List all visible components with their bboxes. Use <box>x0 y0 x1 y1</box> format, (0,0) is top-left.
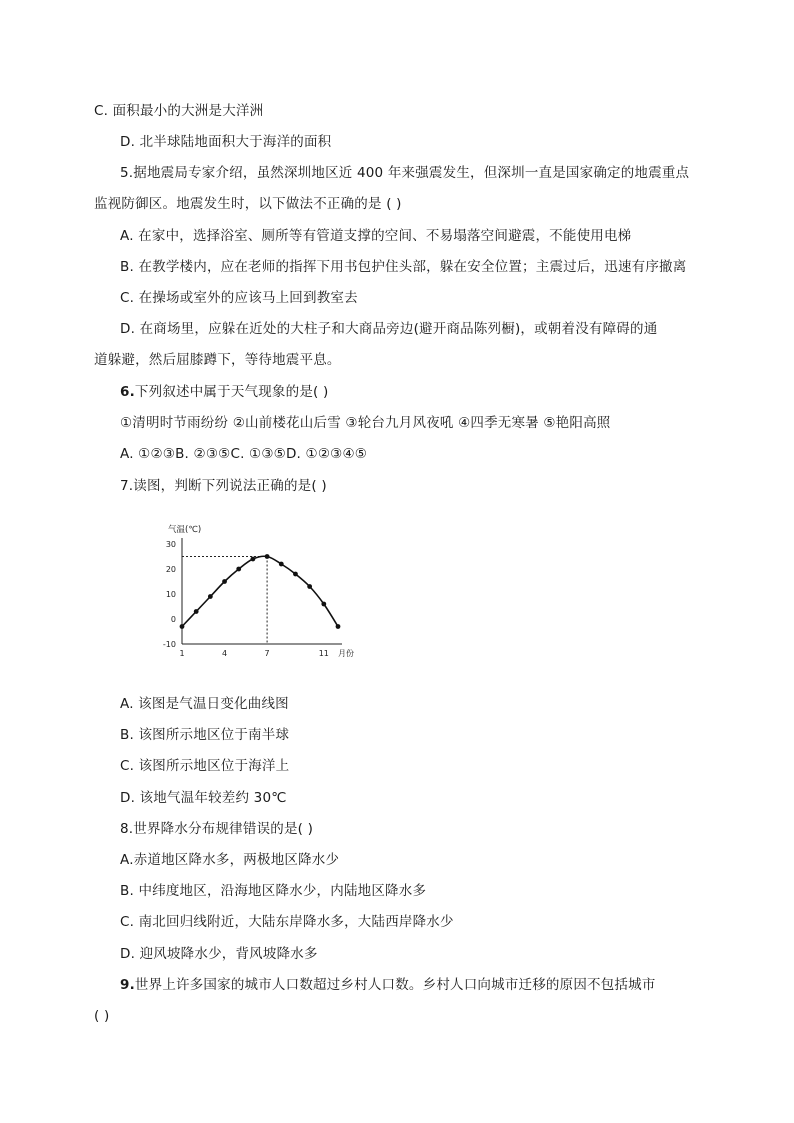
q7-option-a: A. 该图是气温日变化曲线图 <box>120 696 289 712</box>
q8-stem: 8.世界降水分布规律错误的是( ) <box>120 821 314 837</box>
q9-stem-text: 世界上许多国家的城市人口数超过乡村人口数。乡村人口向城市迁移的原因不包括城市 <box>134 977 656 993</box>
q6-items: ①清明时节雨纷纷 ②山前楼花山后雪 ③轮台九月风夜吼 ④四季无寒暑 ⑤艳阳高照 <box>120 415 611 431</box>
q6-stem <box>120 383 328 401</box>
chart-data-point <box>336 624 341 629</box>
q8-option-d: D. 迎风坡降水少，背风坡降水多 <box>120 946 318 962</box>
q9-number: 9. <box>120 977 135 993</box>
chart-data-point <box>194 609 199 614</box>
chart-data-point <box>293 572 298 577</box>
chart-y-axis-label: 气温(℃) <box>168 525 202 535</box>
chart-x-tick-label: 7 <box>264 649 270 658</box>
q7-option-d: D. 该地气温年较差约 30℃ <box>120 790 287 806</box>
q5-option-c: C. 在操场或室外的应该马上回到教室去 <box>120 290 358 306</box>
chart-ticks <box>163 540 329 658</box>
chart-series-line <box>182 556 338 626</box>
chart-data-point <box>307 584 312 589</box>
chart-y-tick-label: 0 <box>170 615 176 624</box>
q5-stem-line2: 监视防御区。地震发生时，以下做法不正确的是 ( ) <box>94 196 402 212</box>
q5-option-d-line1: D. 在商场里，应躲在近处的大柱子和大商品旁边(避开商品陈列橱)，或朝着没有障碍的通 <box>120 321 658 337</box>
q9-stem-line1 <box>120 976 656 994</box>
chart-y-tick-label: 20 <box>165 565 176 574</box>
chart-data-point <box>279 562 284 567</box>
chart-x-tick-label: 1 <box>179 649 185 658</box>
chart-y-tick-label: -10 <box>162 640 176 649</box>
chart-series <box>182 556 338 626</box>
chart-data-point <box>222 579 227 584</box>
q5-option-a: A. 在家中，选择浴室、厕所等有管道支撑的空间、不易塌落空间避震，不能使用电梯 <box>120 228 632 244</box>
q7-option-b: B. 该图所示地区位于南半球 <box>120 727 290 743</box>
q8-option-a: A.赤道地区降水多，两极地区降水少 <box>120 852 340 868</box>
chart-reference-lines <box>182 557 267 645</box>
chart-y-tick-label: 30 <box>165 540 176 549</box>
q6-number: 6. <box>120 384 135 400</box>
q4-option-d: D. 北半球陆地面积大于海洋的面积 <box>120 134 332 150</box>
chart-x-tick-label: 4 <box>221 649 228 658</box>
q7-option-c: C. 该图所示地区位于海洋上 <box>120 758 290 774</box>
q8-option-b: B. 中纬度地区，沿海地区降水少，内陆地区降水多 <box>120 883 427 899</box>
chart-data-point <box>208 594 213 599</box>
q6-options: A. ①②③B. ②③⑤C. ①③⑤D. ①②③④⑤ <box>120 446 368 462</box>
q7-stem: 7.读图，判断下列说法正确的是( ) <box>120 478 327 494</box>
q5-stem-line1: 5.据地震局专家介绍，虽然深圳地区近 400 年来强震发生，但深圳一直是国家确定的地震重点 <box>120 165 690 181</box>
q6-stem-text: 下列叙述中属于天气现象的是( ) <box>134 384 329 400</box>
chart-data-point <box>180 624 185 629</box>
q4-option-c: C. 面积最小的大洲是大洋洲 <box>94 103 264 119</box>
q8-option-c: C. 南北回归线附近，大陆东岸降水多，大陆西岸降水少 <box>120 914 454 930</box>
q5-option-d-line2: 道躲避，然后屈膝蹲下，等待地震平息。 <box>94 352 341 368</box>
chart-points <box>180 554 341 629</box>
chart-x-axis-label: 月份 <box>338 649 354 658</box>
chart-y-tick-label: 10 <box>165 590 176 599</box>
chart-data-point <box>321 602 326 607</box>
temperature-chart <box>140 520 360 662</box>
chart-data-point <box>236 567 241 572</box>
q9-stem-line2: ( ) <box>94 1008 110 1024</box>
chart-axes <box>182 538 342 644</box>
chart-data-point <box>251 557 256 562</box>
chart-data-point <box>265 554 270 559</box>
chart-x-tick-label: 11 <box>318 649 329 658</box>
q5-option-b: B. 在教学楼内，应在老师的指挥下用书包护住头部，躲在安全位置；主震过后，迅速有序撤离 <box>120 259 687 275</box>
